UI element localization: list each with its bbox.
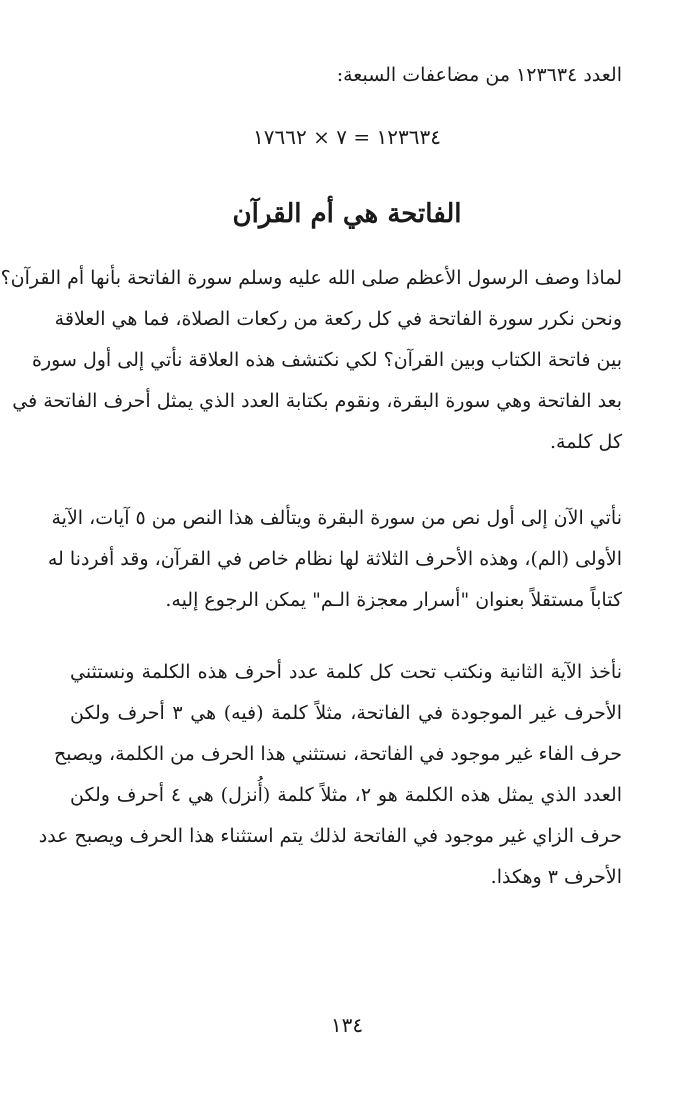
paragraph-line: نأخذ الآية الثانية ونكتب تحت كل كلمة عدد أحرف هذه الكلمة ونستثني <box>70 661 622 683</box>
paragraph-line: حرف الزاي غير موجود في الفاتحة لذلك يتم استثناء هذا الحرف ويصبح عدد <box>38 825 622 847</box>
paragraph-line: الأحرف ٣ وهكذا. <box>490 866 622 888</box>
section-heading: الفاتحة هي أم القرآن <box>232 199 462 229</box>
paragraph-line: نأتي الآن إلى أول نص من سورة البقرة ويتألف هذا النص من ٥ آيات، الآية <box>51 507 622 529</box>
paragraph-line: بعد الفاتحة وهي سورة البقرة، ونقوم بكتابة العدد الذي يمثل أحرف الفاتحة في <box>12 390 622 412</box>
paragraph-line: العدد الذي يمثل هذه الكلمة هو ٢، مثلاً كلمة (أُنزل) هي ٤ أحرف ولكن <box>70 784 623 806</box>
paragraph-line: كل كلمة. <box>549 431 622 453</box>
multiplication-equation: ١٢٣٦٣٤ = ٧ × ١٧٦٦٢ <box>253 125 441 149</box>
paragraph-line: كتاباً مستقلاً بعنوان "أسرار معجزة الـم" يمكن الرجوع إليه. <box>165 589 622 611</box>
paragraph-line: لماذا وصف الرسول الأعظم صلى الله عليه وسلم سورة الفاتحة بأنها أم القرآن؟ <box>0 267 622 289</box>
paragraph-line: حرف الفاء غير موجود في الفاتحة، نستثني هذا الحرف من الكلمة، ويصبح <box>54 743 622 765</box>
paragraph-line: بين فاتحة الكتاب وبين القرآن؟ لكي نكتشف هذه العلاقة نأتي إلى أول سورة <box>32 349 622 371</box>
paragraph-line: ونحن نكرر سورة الفاتحة في كل ركعة من ركعات الصلاة، فما هي العلاقة <box>54 308 622 330</box>
paragraph-2 <box>47 498 622 621</box>
paragraph-1 <box>0 258 622 463</box>
paragraph-3 <box>38 652 623 898</box>
paragraph-line: الأولى (الم)، وهذه الأحرف الثلاثة لها نظام خاص في القرآن، وقد أفردنا له <box>47 548 622 570</box>
page-number: ١٣٤ <box>330 1013 364 1037</box>
intro-line: العدد ١٢٣٦٣٤ من مضاعفات السبعة: <box>336 64 622 86</box>
paragraph-line: الأحرف غير الموجودة في الفاتحة، مثلاً كلمة (فيه) هي ٣ أحرف ولكن <box>70 702 623 724</box>
